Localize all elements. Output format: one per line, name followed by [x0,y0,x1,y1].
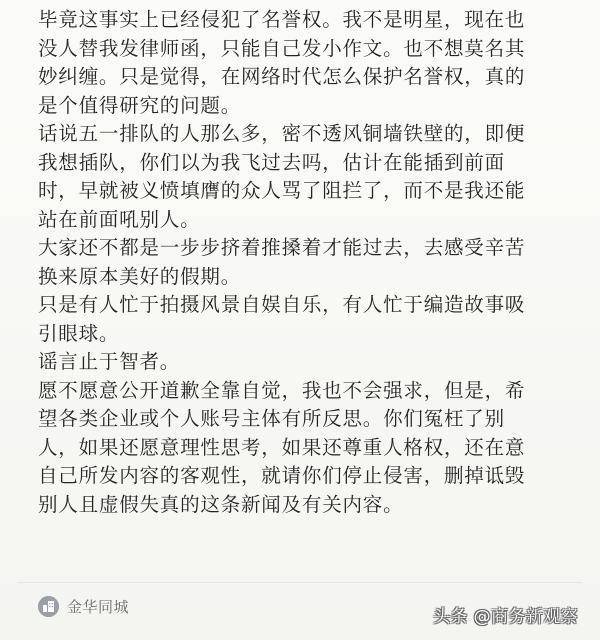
article-line: 望各类企业或个人账号主体有所反思。你们冤枉了别 [38,407,505,430]
source-account[interactable] [38,596,129,617]
article-line: 毕竟这事实上已经侵犯了名誉权。我不是明星，现在也 [38,8,526,31]
article-line: 大家还不都是一步步挤着推搡着才能过去，去感受辛苦 [38,236,526,259]
article-line: 只是有人忙于拍摄风景自娱自乐，有人忙于编造故事吸 [38,293,526,316]
article-line: 妙纠缠。只是觉得，在网络时代怎么保护名誉权，真的 [38,65,526,88]
article-line: 人，如果还愿意理性思考，如果还尊重人格权，还在意 [38,435,526,459]
article-line: 别人且虚假失真的这条新闻及有关内容。 [38,492,404,516]
article-line: 话说五一排队的人那么多，密不透风铜墙铁壁的，即便 [38,122,526,145]
article-line: 换来原本美好的假期。 [38,264,242,288]
footer-divider [18,582,582,583]
article-line: 没人替我发律师函，只能自己发小作文。也不想莫名其 [38,36,526,60]
article-line: 愿不愿意公开道歉全靠自觉，我也不会强求，但是，希 [38,378,526,402]
building-icon [38,596,59,617]
article-body [38,6,578,519]
article-line: 引眼球。 [38,321,120,345]
article-line: 自己所发内容的客观性，就请你们停止侵害，删掉诋毁 [38,464,526,487]
article-line: 是个值得研究的问题。 [38,93,242,117]
watermark: 头条 @商务新观察 [432,607,578,627]
article-line: 站在前面吼别人。 [38,207,201,231]
article-line: 我想插队，你们以为我飞过去吗，估计在能插到前面 [38,150,505,174]
article-line: 时，早就被义愤填膺的众人骂了阻拦了，而不是我还能 [38,179,526,202]
article-line: 谣言止于智者。 [38,350,181,373]
source-name[interactable]: 金华同城 [67,598,130,616]
